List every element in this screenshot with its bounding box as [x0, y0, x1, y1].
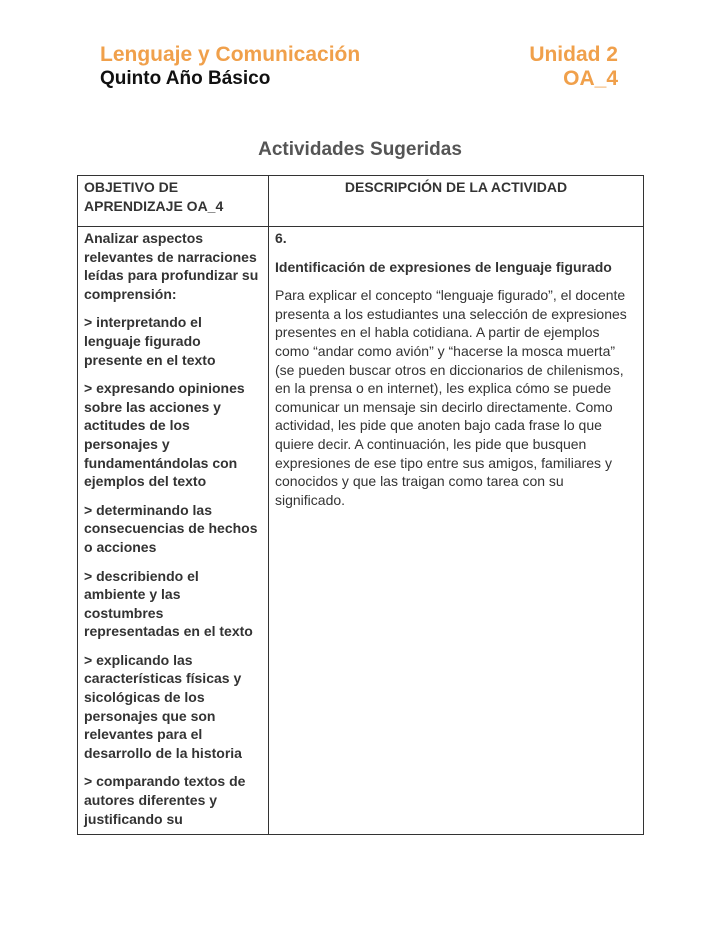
unit-label: Unidad 2 [529, 43, 618, 66]
table-row [78, 227, 644, 835]
column-header-description: DESCRIPCIÓN DE LA ACTIVIDAD [269, 176, 644, 227]
objective-intro: Analizar aspectos relevantes de narraciones leídas para profundizar su comprensión: [84, 230, 259, 302]
activity-cell [269, 227, 644, 835]
subject-title: Lenguaje y Comunicación [100, 43, 361, 66]
grade-level: Quinto Año Básico [100, 68, 271, 89]
column-header-objective: OBJETIVO DE APRENDIZAJE OA_4 [78, 176, 269, 227]
activities-table [77, 175, 644, 835]
section-title: Actividades Sugeridas [258, 139, 462, 160]
objective-item: > interpretando el lenguaje figurado presente en el texto [84, 314, 216, 368]
table-header-row [78, 176, 644, 227]
objective-item: > expresando opiniones sobre las acciones y actitudes de los personajes y fundamentándolas con ejemplos del texto [84, 380, 245, 490]
page-header-right [529, 42, 618, 91]
objective-item: > describiendo el ambiente y las costumbres representadas en el texto [84, 567, 253, 640]
objective-cell [78, 227, 269, 835]
activity-title: Identificación de expresiones de lenguaje figurado [275, 258, 612, 275]
activity-description: Para explicar el concepto “lenguaje figurado”, el docente presenta a los estudiantes una selección de expresiones presentes en el habla cotidiana. A partir de ejemplos como “andar como avión” y “hacerse la mosca muerta” (se pueden buscar otros en diccionarios de chilenismos, en la prensa o en internet), les explica cómo se puede comunicar un mensaje sin decirlo directamente. Como actividad, les pide que anoten bajo cada frase lo que quiere decir. A continuación, les pide que busquen expresiones de ese tipo entre sus amigos, familiares y conocidos y que las traigan como tarea con su significado. [275, 287, 627, 508]
objective-item: > determinando las consecuencias de hechos o acciones [84, 501, 258, 555]
oa-label: OA_4 [563, 67, 618, 90]
page-header-left [100, 42, 360, 91]
activity-number: 6. [275, 230, 287, 246]
objective-item: > explicando las características físicas y sicológicas de los personajes que son relevantes para el desarrollo de la historia [84, 651, 242, 761]
objective-item: > comparando textos de autores diferentes y justificando su [84, 773, 246, 827]
